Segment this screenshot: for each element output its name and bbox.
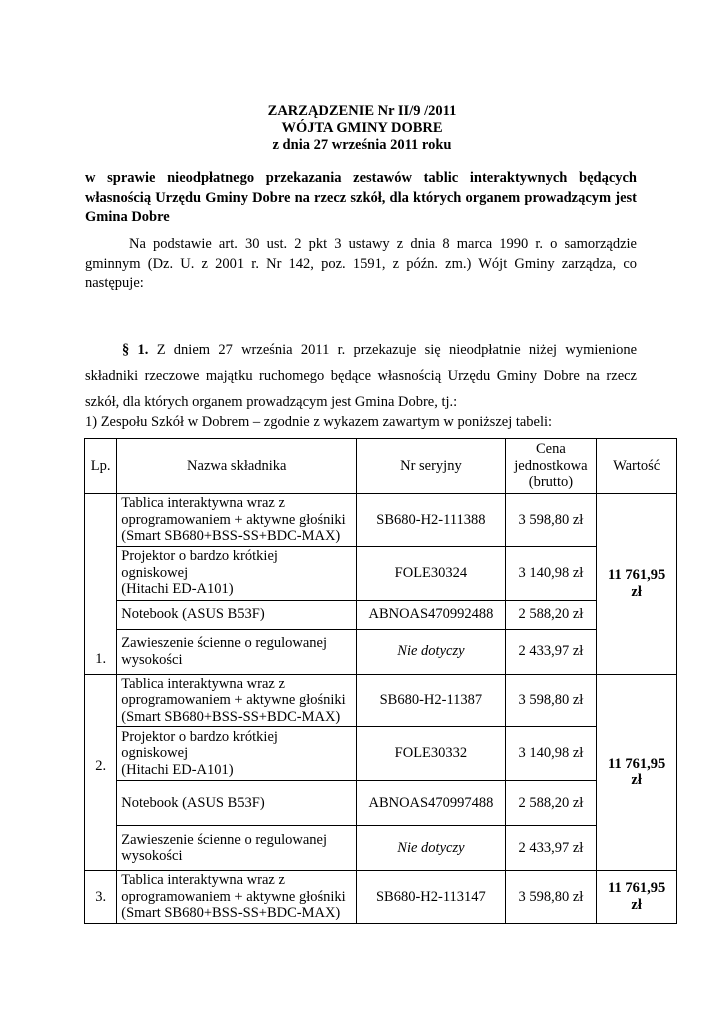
section-1-mark: § 1. (122, 342, 149, 358)
item-serial: FOLE30332 (357, 727, 505, 781)
item-price: 3 140,98 zł (505, 546, 597, 600)
table-row (85, 871, 677, 924)
issuer-title: WÓJTA GMINY DOBRE (281, 120, 443, 136)
item-name: Zawieszenie ścienne o regulowanej wysokości (117, 826, 357, 871)
header-serial: Nr seryjny (357, 439, 505, 494)
section-1-text: Z dniem 27 września 2011 r. przekazuje się nieodpłatnie niżej wymienione składniki rzeczowe majątku ruchomego będące własnością Urzędu Gminy Dobre na rzecz szkół, dla których organem prowadzącym jest Gmina Dobre, tj.: (85, 342, 638, 411)
item-serial: ABNOAS470992488 (357, 600, 505, 629)
item-price: 2 588,20 zł (505, 781, 597, 826)
item-price: 2 433,97 zł (505, 826, 597, 871)
item-price: 2 588,20 zł (505, 600, 597, 629)
section-1-paragraph (85, 337, 637, 416)
ordinance-date: z dnia 27 września 2011 roku (272, 137, 452, 153)
header-name: Nazwa składnika (117, 439, 357, 494)
ordinance-subject: w sprawie nieodpłatnego przekazania zestawów tablic interaktywnych będących własnością Urzędu Gminy Dobre na rzecz szkół, dla których organem prowadzącym jest Gmina Dobre (85, 170, 637, 225)
group-3-lp: 3. (85, 871, 117, 924)
assets-table (84, 438, 677, 924)
item-name: Tablica interaktywna wraz z oprogramowaniem + aktywne głośniki (Smart SB680+BSS-SS+BDC-MAX) (117, 674, 357, 727)
ordinance-number: ZARZĄDZENIE Nr II/9 /2011 (267, 103, 457, 119)
item-name: Tablica interaktywna wraz z oprogramowaniem + aktywne głośniki (Smart SB680+BSS-SS+BDC-MAX) (117, 494, 357, 547)
table-row (85, 629, 677, 674)
item-price: 3 598,80 zł (505, 494, 597, 547)
item-serial: ABNOAS470997488 (357, 781, 505, 826)
item-serial: Nie dotyczy (357, 629, 505, 674)
item-serial: SB680-H2-11387 (357, 674, 505, 727)
item-name: Notebook (ASUS B53F) (117, 781, 357, 826)
item-price: 3 598,80 zł (505, 871, 597, 924)
table-row (85, 781, 677, 826)
item-serial: SB680-H2-113147 (357, 871, 505, 924)
header-lp: Lp. (85, 439, 117, 494)
table-row (85, 826, 677, 871)
item-price: 3 140,98 zł (505, 727, 597, 781)
group-2-value: 11 761,95 zł (597, 674, 677, 871)
group-1-lp: 1. (85, 494, 117, 675)
table-header-row (85, 439, 677, 494)
group-3-value: 11 761,95 zł (597, 871, 677, 924)
group-2-lp: 2. (85, 674, 117, 871)
header-value: Wartość (597, 439, 677, 494)
group-1-value: 11 761,95 zł (597, 494, 677, 675)
item-name: Projektor o bardzo krótkiej ogniskowej (Hitachi ED-A101) (117, 546, 357, 600)
item-price: 3 598,80 zł (505, 674, 597, 727)
item-serial: FOLE30324 (357, 546, 505, 600)
item-price: 2 433,97 zł (505, 629, 597, 674)
table-row (85, 674, 677, 727)
item-name: Projektor o bardzo krótkiej ogniskowej (Hitachi ED-A101) (117, 727, 357, 781)
legal-basis-paragraph (85, 235, 637, 294)
item-name: Notebook (ASUS B53F) (117, 600, 357, 629)
item-name: Zawieszenie ścienne o regulowanej wysokości (117, 629, 357, 674)
item-serial: SB680-H2-111388 (357, 494, 505, 547)
table-row (85, 494, 677, 547)
item-serial: Nie dotyczy (357, 826, 505, 871)
recipient-item-1: 1) Zespołu Szkół w Dobrem – zgodnie z wykazem zawartym w poniższej tabeli: (85, 414, 553, 430)
item-name: Tablica interaktywna wraz z oprogramowaniem + aktywne głośniki (Smart SB680+BSS-SS+BDC-MAX) (117, 871, 357, 924)
header-price: Cena jednostkowa (brutto) (505, 439, 597, 494)
table-row (85, 546, 677, 600)
legal-basis-text: Na podstawie art. 30 ust. 2 pkt 3 ustawy z dnia 8 marca 1990 r. o samorządzie gminnym (Dz. U. z 2001 r. Nr 142, poz. 1591, z późn. zm.) Wójt Gminy zarządza, co następuje: (85, 236, 637, 291)
table-row (85, 600, 677, 629)
table-row (85, 727, 677, 781)
